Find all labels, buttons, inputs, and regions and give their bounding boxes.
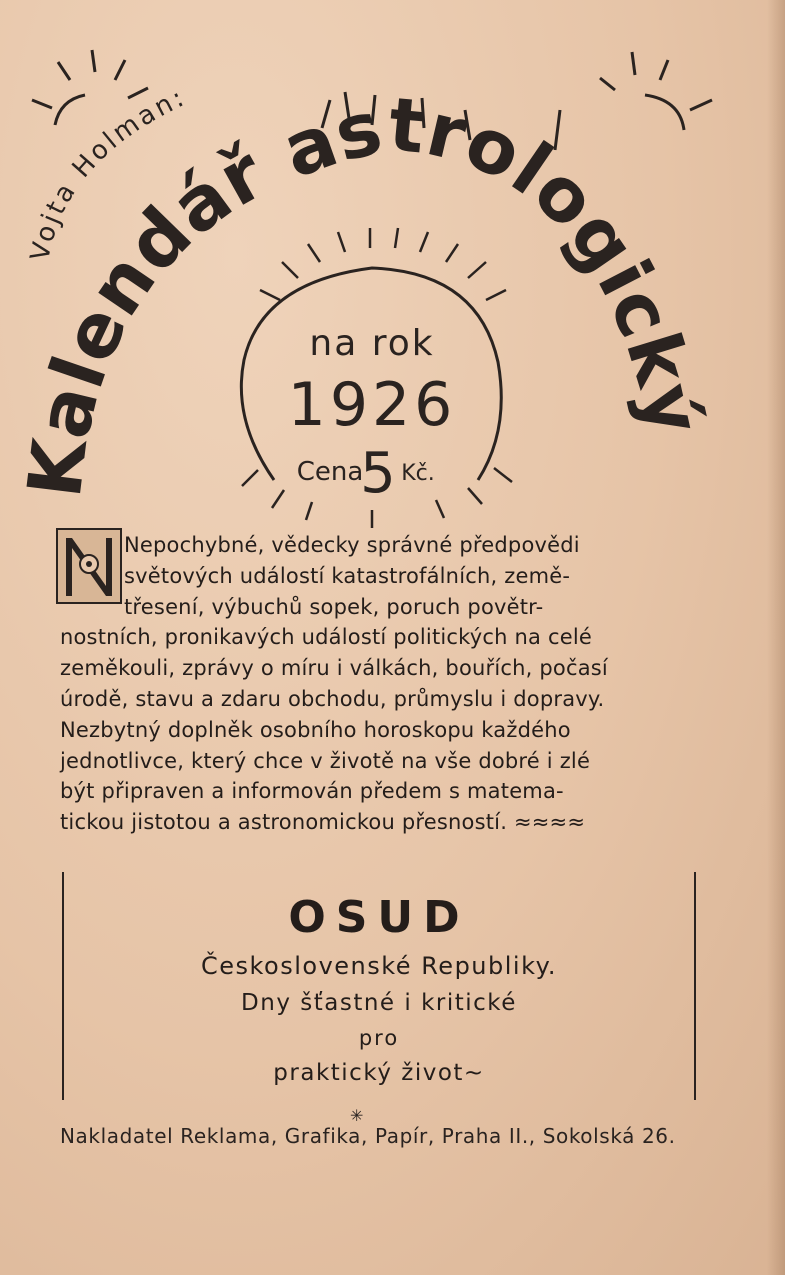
drop-cap-ornament	[56, 528, 122, 604]
box-line1: Československé Republiky.	[200, 952, 558, 980]
book-title: Kalendář astrologický	[11, 81, 718, 502]
price-unit: Kč.	[401, 461, 435, 486]
body-line-text: tickou jistotou a astronomickou přesností.	[60, 810, 508, 835]
star-ornament-icon: ✳	[350, 1106, 365, 1125]
osud-box	[62, 872, 696, 1100]
box-line4: praktický život~	[273, 1060, 485, 1086]
sun-line1: na rok	[309, 323, 435, 364]
body-line: nostních, pronikavých událostí politických na celé	[60, 625, 593, 650]
body-line: Nezbytný doplněk osobního horoskopu každého	[60, 717, 571, 742]
body-line: světových událostí katastrofálních, země-	[124, 563, 571, 588]
description-text	[60, 530, 710, 838]
price-label: Cena	[296, 457, 364, 487]
body-line: úrodě, stavu a zdaru obchodu, průmyslu i dopravy.	[60, 686, 605, 711]
body-line: třesení, výbuchů sopek, poruch povětr-	[124, 594, 544, 619]
wave-ornament-icon: ≈≈≈≈	[513, 810, 586, 835]
body-line	[60, 807, 710, 838]
author-name: Vojta Holman:	[25, 82, 192, 264]
body-line: zeměkouli, zprávy o míru i válkách, bouřích, počasí	[60, 656, 608, 681]
box-line3: pro	[358, 1026, 400, 1050]
sun-year: 1926	[287, 370, 457, 440]
body-line: být připraven a informován předem s matema-	[60, 779, 564, 804]
box-line2: Dny šťastné i kritické	[241, 990, 517, 1016]
body-line: Nepochybné, vědecky správné předpovědi	[124, 533, 580, 557]
box-heading: OSUD	[288, 892, 470, 943]
body-line: jednotlivce, který chce v životě na vše dobré i zlé	[60, 748, 591, 773]
publisher-line	[60, 1106, 710, 1148]
title-artwork	[0, 0, 785, 530]
publisher-text: Nakladatel Reklama, Grafika, Papír, Praha II., Sokolská 26.	[60, 1124, 676, 1148]
flower-icon	[58, 530, 120, 602]
price-value: 5	[360, 441, 396, 506]
